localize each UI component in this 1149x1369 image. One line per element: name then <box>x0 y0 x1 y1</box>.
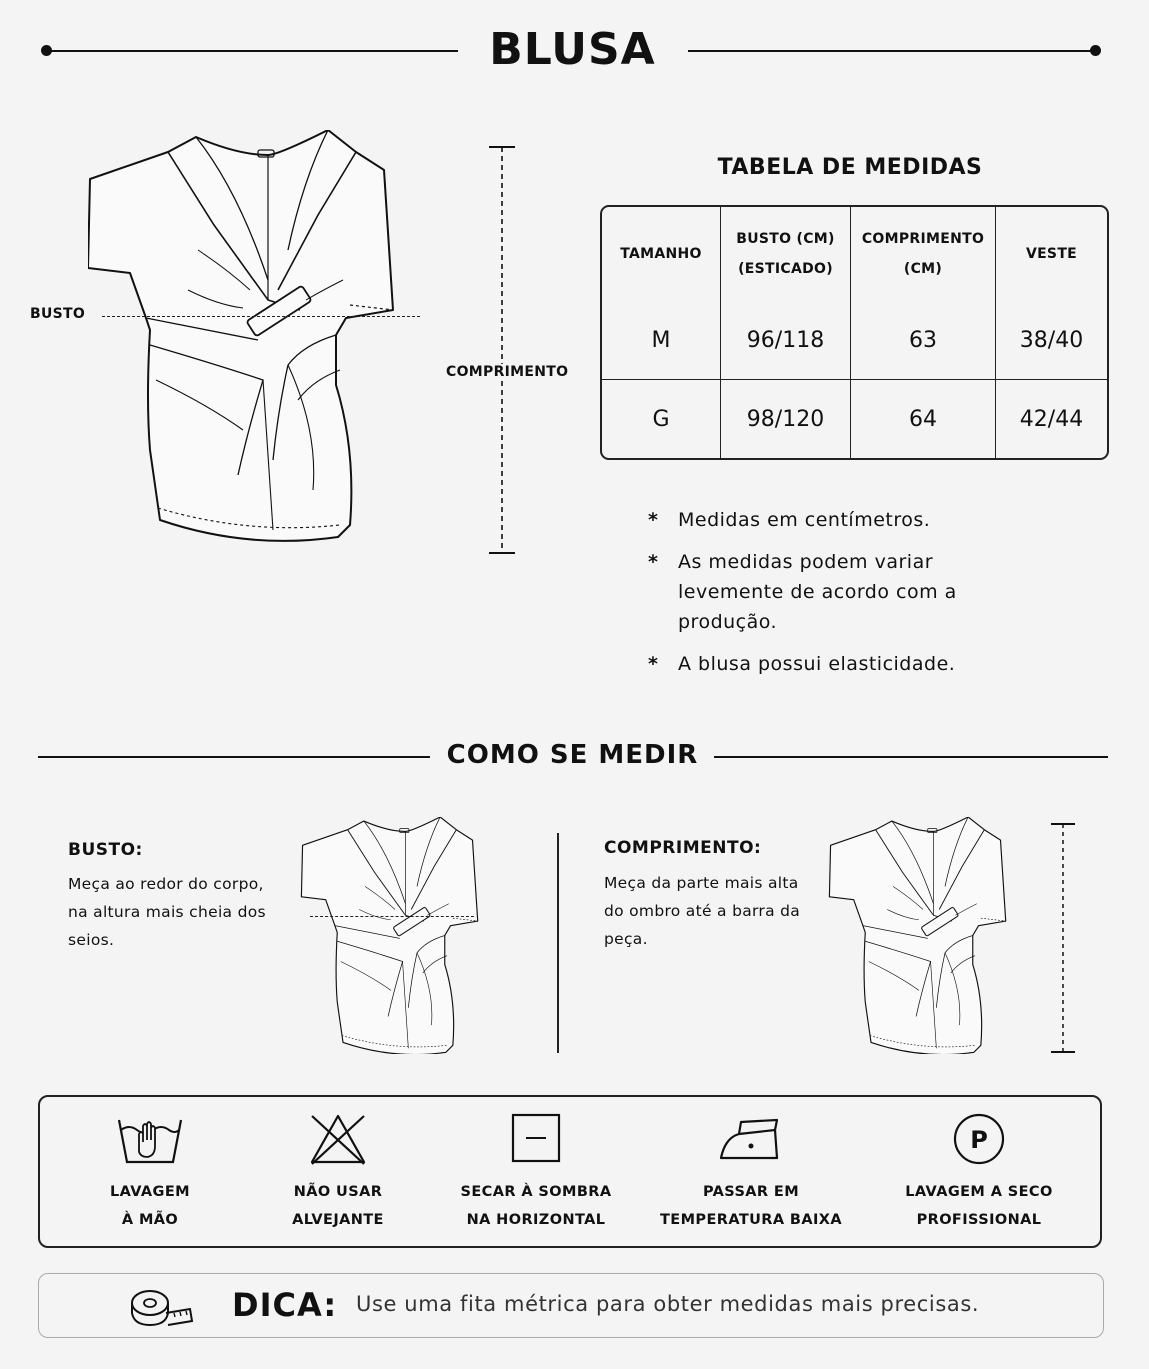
bust-guide-line <box>102 316 420 317</box>
cell-size: M <box>602 301 721 380</box>
cell-fit: 42/44 <box>1019 406 1084 432</box>
tip-text: Use uma fita métrica para obter medidas mais precisas. <box>356 1292 980 1316</box>
note-bullet: * <box>648 653 659 675</box>
table-row <box>602 380 1107 458</box>
page-title: BLUSA <box>489 24 656 75</box>
how-length-desc: Meça da parte mais alta do ombro até a barra da peça. <box>604 874 801 948</box>
size-table-title: TABELA DE MEDIDAS <box>717 155 983 180</box>
length-label: COMPRIMENTO <box>446 364 569 380</box>
note-text: Medidas em centímetros. <box>678 509 931 531</box>
blouse-diagram <box>88 130 418 550</box>
note-bullet: * <box>648 551 659 573</box>
care-text: LAVAGEM À MÃO <box>110 1184 190 1228</box>
care-item-hand-wash <box>50 1112 250 1234</box>
care-item-dry-clean <box>879 1112 1079 1234</box>
professional-dry-clean-icon <box>951 1112 1007 1166</box>
cell-length: 64 <box>851 380 996 458</box>
note-bullet: * <box>648 509 659 531</box>
care-item-dry-flat <box>436 1112 636 1234</box>
list-item <box>648 547 1068 637</box>
dry-clean-letter: P <box>970 1126 988 1154</box>
no-bleach-icon <box>308 1112 368 1166</box>
care-item-no-bleach <box>238 1112 438 1234</box>
note-text: As medidas podem variar levemente de acordo com a produção. <box>678 551 957 633</box>
measuring-tape-icon <box>128 1283 196 1329</box>
bust-blouse-diagram <box>286 817 496 1054</box>
list-item <box>648 649 1068 679</box>
header-right-rule <box>688 50 1096 52</box>
cell-bust: 98/120 <box>721 380 851 458</box>
length-measure-ruler <box>1048 822 1078 1056</box>
cell-size: G <box>602 380 721 458</box>
tip-label: DICA: <box>232 1286 338 1324</box>
list-item <box>648 505 1068 535</box>
length-ruler <box>485 145 521 557</box>
how-length-label: COMPRIMENTO: <box>604 838 762 858</box>
dry-flat-shade-icon <box>510 1112 562 1166</box>
bust-measure-line <box>310 916 474 917</box>
section-divider <box>557 833 559 1053</box>
iron-low-icon <box>719 1112 783 1166</box>
note-text: A blusa possui elasticidade. <box>678 653 956 675</box>
hand-wash-icon <box>115 1112 185 1166</box>
header-right-dot <box>1090 45 1101 56</box>
bust-label: BUSTO <box>30 306 86 322</box>
care-text: SECAR À SOMBRA NA HORIZONTAL <box>460 1184 612 1228</box>
cell-length: 63 <box>851 301 996 380</box>
table-row <box>602 301 1107 380</box>
care-text: NÃO USAR ALVEJANTE <box>292 1184 384 1228</box>
care-item-iron <box>651 1112 851 1234</box>
header-busto: BUSTO (CM) (ESTICADO) <box>721 207 851 301</box>
care-text: PASSAR EM TEMPERATURA BAIXA <box>660 1184 842 1228</box>
notes-list <box>648 505 1068 691</box>
care-text: LAVAGEM A SECO PROFISSIONAL <box>905 1184 1053 1228</box>
cell-bust: 96/118 <box>721 301 851 380</box>
length-blouse-diagram <box>814 817 1024 1054</box>
header-veste: VESTE <box>1025 246 1078 262</box>
header-tamanho: TAMANHO <box>602 207 721 301</box>
section-right-rule <box>714 756 1108 758</box>
header-left-rule <box>46 50 458 52</box>
size-table <box>600 205 1109 460</box>
section-title: COMO SE MEDIR <box>446 740 699 770</box>
cell-fit: 38/40 <box>996 301 1107 380</box>
how-bust-label: BUSTO: <box>68 840 143 860</box>
how-bust-desc: Meça ao redor do corpo, na altura mais cheia dos seios. <box>68 875 266 949</box>
section-left-rule <box>38 756 430 758</box>
header-comprimento: COMPRIMENTO (CM) <box>851 207 996 301</box>
